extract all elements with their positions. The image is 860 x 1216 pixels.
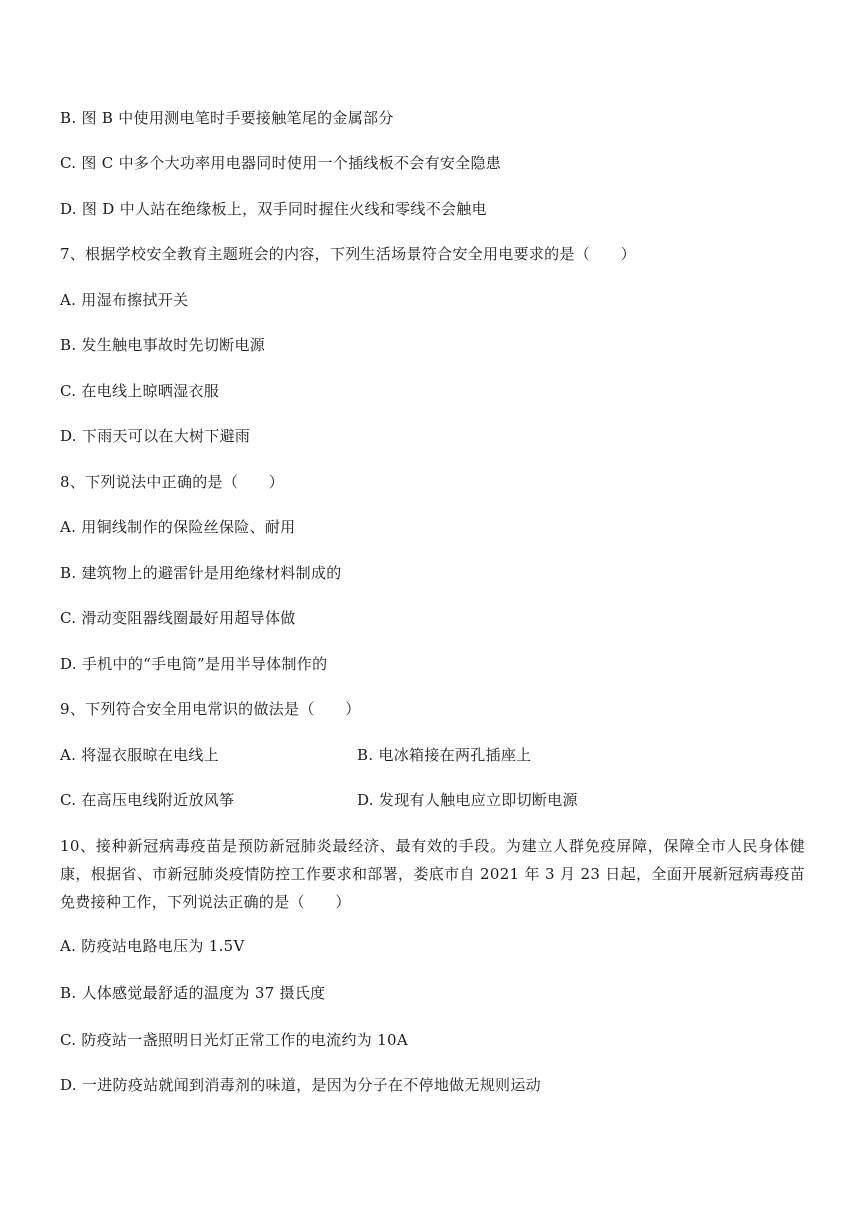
q10-option-d: D. 一进防疫站就闻到消毒剂的味道，是因为分子在不停地做无规则运动 xyxy=(60,1076,541,1094)
q9-option-a: A. 将湿衣服晾在电线上 xyxy=(60,746,219,764)
q10-option-a: A. 防疫站电路电压为 1.5V xyxy=(60,937,245,955)
q9-option-c: C. 在高压电线附近放风筝 xyxy=(60,791,235,809)
q8-option-b: B. 建筑物上的避雷针是用绝缘材料制成的 xyxy=(60,564,342,582)
q8-option-d: D. 手机中的“手电筒”是用半导体制作的 xyxy=(60,655,328,673)
q7-stem: 7、根据学校安全教育主题班会的内容，下列生活场景符合安全用电要求的是（ ） xyxy=(60,245,636,263)
q6-option-c: C. 图 C 中多个大功率用电器同时使用一个插线板不会有安全隐患 xyxy=(60,154,502,172)
q10-option-c: C. 防疫站一盏照明日光灯正常工作的电流约为 10A xyxy=(60,1031,408,1049)
q10-stem: 10、接种新冠病毒疫苗是预防新冠肺炎最经济、最有效的手段。为建立人群免疫屏障，保障全市人民身体健康，根据省、市新冠肺炎疫情防控工作要求和部署，娄底市自 2021 年 3 月 23 日起，全面开展新冠病毒疫苗免费接种工作，下列说法正确的是（ ） xyxy=(60,837,805,911)
q7-option-b: B. 发生触电事故时先切断电源 xyxy=(60,336,266,354)
q9-option-b: B. 电冰箱接在两孔插座上 xyxy=(357,746,532,764)
q8-option-c: C. 滑动变阻器线圈最好用超导体做 xyxy=(60,609,296,627)
q6-option-b: B. 图 B 中使用测电笔时手要接触笔尾的金属部分 xyxy=(60,109,394,127)
q8-option-a: A. 用铜线制作的保险丝保险、耐用 xyxy=(60,518,296,536)
q7-option-c: C. 在电线上晾晒湿衣服 xyxy=(60,382,220,400)
q7-option-a: A. 用湿布擦拭开关 xyxy=(60,291,189,309)
q6-option-d: D. 图 D 中人站在绝缘板上，双手同时握住火线和零线不会触电 xyxy=(60,200,487,218)
q9-option-d: D. 发现有人触电应立即切断电源 xyxy=(357,791,578,809)
q7-option-d: D. 下雨天可以在大树下避雨 xyxy=(60,427,251,445)
q8-stem: 8、下列说法中正确的是（ ） xyxy=(60,473,285,491)
q10-option-b: B. 人体感觉最舒适的温度为 37 摄氏度 xyxy=(60,984,326,1002)
q9-stem: 9、下列符合安全用电常识的做法是（ ） xyxy=(60,700,361,718)
